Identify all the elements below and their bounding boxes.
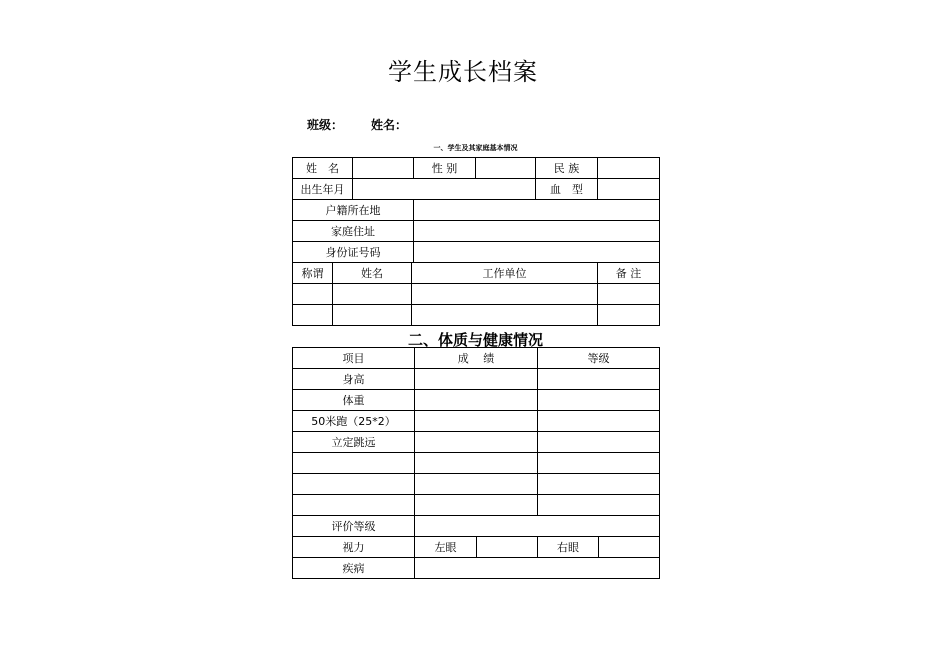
table-row: [293, 558, 660, 579]
right-eye-label-cell: 右眼: [538, 537, 599, 558]
member-name-cell[interactable]: [333, 305, 412, 326]
table-row: [293, 221, 660, 242]
basic-info-table: [292, 157, 660, 326]
grade-cell[interactable]: [538, 411, 660, 432]
grade-cell[interactable]: [538, 369, 660, 390]
relation-cell[interactable]: [293, 305, 333, 326]
score-cell[interactable]: [415, 495, 538, 516]
remark-header: 备 注: [598, 263, 660, 284]
grade-header: 等级: [538, 348, 660, 369]
address-input-cell[interactable]: [414, 221, 660, 242]
table-row: [293, 305, 660, 326]
score-cell[interactable]: [415, 369, 538, 390]
id-label-cell: 身份证号码: [293, 242, 414, 263]
table-row: [293, 263, 660, 284]
name-input-cell[interactable]: [353, 158, 414, 179]
name-label: 姓名：: [371, 118, 408, 132]
left-eye-input-cell[interactable]: [477, 537, 538, 558]
table-row: [293, 158, 660, 179]
table-row: [293, 453, 660, 474]
table-row: [293, 411, 660, 432]
gender-input-cell[interactable]: [476, 158, 536, 179]
table-row: [293, 474, 660, 495]
disease-input-cell[interactable]: [415, 558, 660, 579]
hukou-input-cell[interactable]: [414, 200, 660, 221]
member-name-header: 姓名: [333, 263, 412, 284]
item-cell[interactable]: [293, 453, 415, 474]
vision-label-cell: 视力: [293, 537, 415, 558]
table-row: [293, 516, 660, 537]
item-long-jump: 立定跳远: [293, 432, 415, 453]
ethnicity-input-cell[interactable]: [598, 158, 660, 179]
remark-cell[interactable]: [598, 305, 660, 326]
table-row: [293, 495, 660, 516]
score-cell[interactable]: [415, 474, 538, 495]
class-label: 班级：: [307, 118, 344, 132]
grade-cell[interactable]: [538, 432, 660, 453]
table-row: [293, 537, 660, 558]
evaluation-label-cell: 评价等级: [293, 516, 415, 537]
member-name-cell[interactable]: [333, 284, 412, 305]
table-row: [293, 369, 660, 390]
blood-label-cell: 血 型: [536, 179, 598, 200]
work-unit-cell[interactable]: [412, 284, 598, 305]
work-unit-header: 工作单位: [412, 263, 598, 284]
birth-label-cell: 出生年月: [293, 179, 353, 200]
item-header: 项目: [293, 348, 415, 369]
section2-title: 二、体质与健康情况: [407, 331, 543, 349]
grade-cell[interactable]: [538, 495, 660, 516]
disease-label-cell: 疾病: [293, 558, 415, 579]
work-unit-cell[interactable]: [412, 305, 598, 326]
left-eye-label-cell: 左眼: [415, 537, 477, 558]
health-table: [292, 347, 660, 579]
name-label-cell: 姓 名: [293, 158, 353, 179]
grade-cell[interactable]: [538, 474, 660, 495]
remark-cell[interactable]: [598, 284, 660, 305]
id-input-cell[interactable]: [414, 242, 660, 263]
address-label-cell: 家庭住址: [293, 221, 414, 242]
item-height: 身高: [293, 369, 415, 390]
table-row: [293, 200, 660, 221]
score-cell[interactable]: [415, 432, 538, 453]
gender-label-cell: 性 别: [414, 158, 476, 179]
section1-title: 一、学生及其家庭基本情况: [433, 144, 518, 152]
table-row: [293, 284, 660, 305]
hukou-label-cell: 户籍所在地: [293, 200, 414, 221]
table-row: [293, 348, 660, 369]
birth-input-cell[interactable]: [353, 179, 536, 200]
right-eye-input-cell[interactable]: [599, 537, 660, 558]
relation-cell[interactable]: [293, 284, 333, 305]
evaluation-input-cell[interactable]: [415, 516, 660, 537]
table-row: [293, 390, 660, 411]
score-cell[interactable]: [415, 390, 538, 411]
item-weight: 体重: [293, 390, 415, 411]
page-title: 学生成长档案: [388, 58, 538, 86]
score-cell[interactable]: [415, 453, 538, 474]
grade-cell[interactable]: [538, 390, 660, 411]
score-cell[interactable]: [415, 411, 538, 432]
table-row: [293, 179, 660, 200]
item-cell[interactable]: [293, 474, 415, 495]
table-row: [293, 432, 660, 453]
item-50m-run: 50米跑（25*2）: [293, 411, 415, 432]
grade-cell[interactable]: [538, 453, 660, 474]
ethnicity-label-cell: 民 族: [536, 158, 598, 179]
blood-input-cell[interactable]: [598, 179, 660, 200]
relation-header: 称谓: [293, 263, 333, 284]
item-cell[interactable]: [293, 495, 415, 516]
table-row: [293, 242, 660, 263]
score-header: 成 绩: [415, 348, 538, 369]
